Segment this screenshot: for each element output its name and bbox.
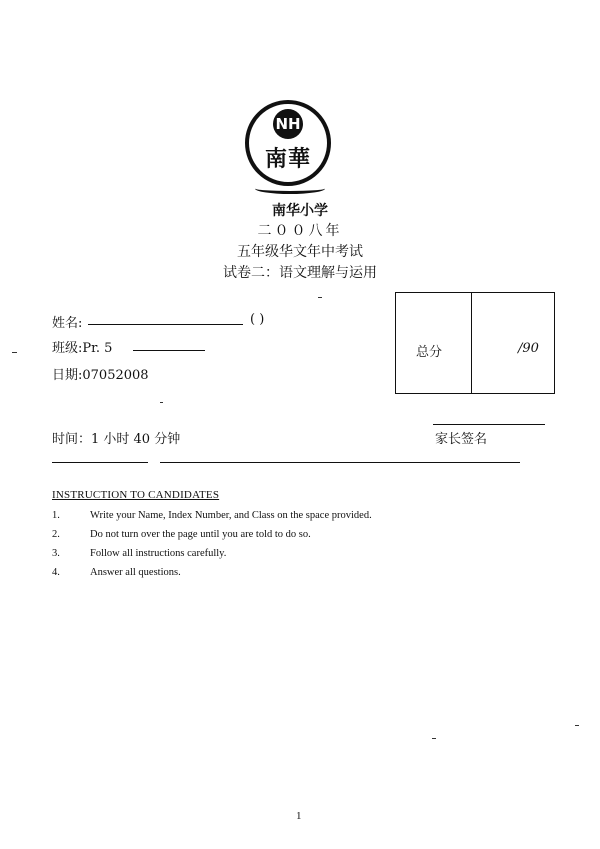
parent-sign-label: 家长签名 <box>435 432 488 447</box>
scan-speck <box>432 738 436 739</box>
class-label: 班级:Pr. 5 <box>52 341 113 356</box>
exam-year: 二００八年 <box>257 223 343 239</box>
instruction-number: 1. <box>52 510 60 521</box>
paper-title: 试卷二：语文理解与运用 <box>223 265 377 281</box>
instruction-text: Write your Name, Index Number, and Class on the space provided. <box>90 510 372 521</box>
instruction-number: 4. <box>52 567 60 578</box>
scan-speck <box>575 725 579 726</box>
instruction-text: Answer all questions. <box>90 567 181 578</box>
index-paren: ( ) <box>250 312 265 327</box>
instruction-text: Follow all instructions carefully. <box>90 548 227 559</box>
class-field-line[interactable] <box>133 350 205 351</box>
instruction-text: Do not turn over the page until you are told to do so. <box>90 529 311 540</box>
page-number: 1 <box>296 810 302 822</box>
name-label: 姓名: <box>52 316 83 331</box>
logo-badge: NH <box>273 109 303 139</box>
instruction-number: 3. <box>52 548 60 559</box>
date-label: 日期:07052008 <box>52 368 149 383</box>
instruction-item <box>52 567 181 578</box>
instructions-heading: INSTRUCTION TO CANDIDATES <box>52 489 220 501</box>
score-value: /90 <box>518 341 539 356</box>
exam-title: 五年级华文年中考试 <box>237 244 363 260</box>
scan-speck <box>318 297 322 298</box>
scan-speck <box>160 402 163 403</box>
name-field-line[interactable] <box>88 324 243 325</box>
score-label: 总分 <box>416 345 443 360</box>
divider-left <box>52 462 148 463</box>
school-logo <box>245 100 331 186</box>
logo-swoosh <box>255 183 325 194</box>
instruction-item <box>52 529 311 540</box>
instruction-item <box>52 548 226 559</box>
divider-right <box>160 462 520 463</box>
logo-name: 南華 <box>264 147 311 172</box>
score-box <box>395 292 555 394</box>
score-divider <box>471 293 472 393</box>
school-name: 南华小学 <box>272 203 328 219</box>
time-label: 时间：1 小时 40 分钟 <box>52 432 181 447</box>
instruction-number: 2. <box>52 529 60 540</box>
parent-sign-line[interactable] <box>433 424 545 425</box>
scan-speck <box>12 352 17 353</box>
instruction-item <box>52 510 372 521</box>
